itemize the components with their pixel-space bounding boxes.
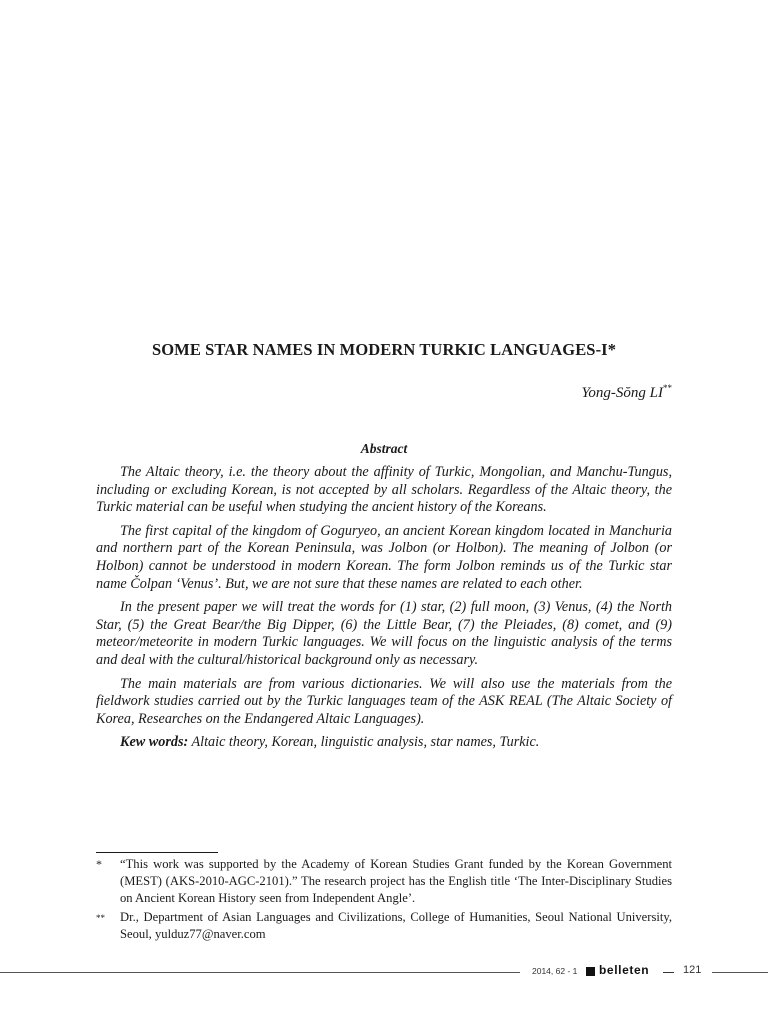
abstract-paragraph: The first capital of the kingdom of Goguryeo, an ancient Korean kingdom located in Manchuria and northern part of the Korean Peninsula, was Jolbon (or Holbon). The meaning of Jolbon (or Holbon) cannot be understood in modern Korean. The form Jolbon reminds us of the Turkic star name Čolpan ‘Venus’. But, we are not sure that these names are related to each other. xyxy=(96,522,672,592)
keywords-label: Kew words: xyxy=(120,734,189,751)
footer-rule-left xyxy=(0,972,520,973)
footer-journal-name: belleten xyxy=(599,963,650,977)
paper-title: SOME STAR NAMES IN MODERN TURKIC LANGUAGES-I* xyxy=(151,340,617,359)
footnote-mark: * xyxy=(96,857,102,871)
footnote-text: Dr., Department of Asian Languages and Civilizations, College of Humanities, Seoul National University, Seoul, yulduz77@naver.com xyxy=(120,910,672,941)
footnote xyxy=(96,856,672,907)
footer-issue: 2014, 62 - 1 xyxy=(532,966,578,976)
footer-square-icon xyxy=(586,967,595,976)
footer-rule-right xyxy=(712,972,768,973)
footer-dash xyxy=(663,972,674,973)
footnote-mark: ** xyxy=(96,913,105,923)
abstract-heading: Abstract xyxy=(360,441,408,456)
author-footnote-mark: ** xyxy=(663,383,672,393)
footnote-text: “This work was supported by the Academy of Korean Studies Grant funded by the Korean Government (MEST) (AKS-2010-AGC-2101).” The research project has the English title ‘The Inter-Disciplinary Studies on Ancient Korean History seen from Independent Angle’. xyxy=(120,857,672,905)
footnotes xyxy=(96,856,672,945)
footnote xyxy=(96,909,672,943)
author-name: Yong-Sŏng LI xyxy=(581,385,663,401)
page-number: 121 xyxy=(683,964,702,976)
abstract-body xyxy=(96,464,672,758)
abstract-paragraph: The main materials are from various dictionaries. We will also use the materials from the fieldwork studies carried out by the Turkic languages team of the ASK REAL (The Altaic Society of Korea, Researches on the Endangered Altaic Languages). xyxy=(96,675,672,727)
keywords-text: Altaic theory, Korean, linguistic analysis, star names, Turkic. xyxy=(188,734,540,751)
footnote-separator xyxy=(96,852,218,853)
abstract-paragraph: The Altaic theory, i.e. the theory about the affinity of Turkic, Mongolian, and Manchu-Tungus, including or excluding Korean, is not accepted by all scholars. Regardless of the Altaic theory, the Turkic material can be useful when studying the ancient history of the Koreans. xyxy=(96,464,672,516)
abstract-paragraph: In the present paper we will treat the words for (1) star, (2) full moon, (3) Venus, (4) the North Star, (5) the Great Bear/the Big Dipper, (6) the Little Bear, (7) the Pleiades, (8) comet, and (9) meteor/meteorite in modern Turkic languages. We will focus on the linguistic analysis of the terms and deal with the cultural/historical background only as necessary. xyxy=(96,599,672,668)
author-line xyxy=(581,383,672,402)
keywords-line xyxy=(96,734,672,752)
